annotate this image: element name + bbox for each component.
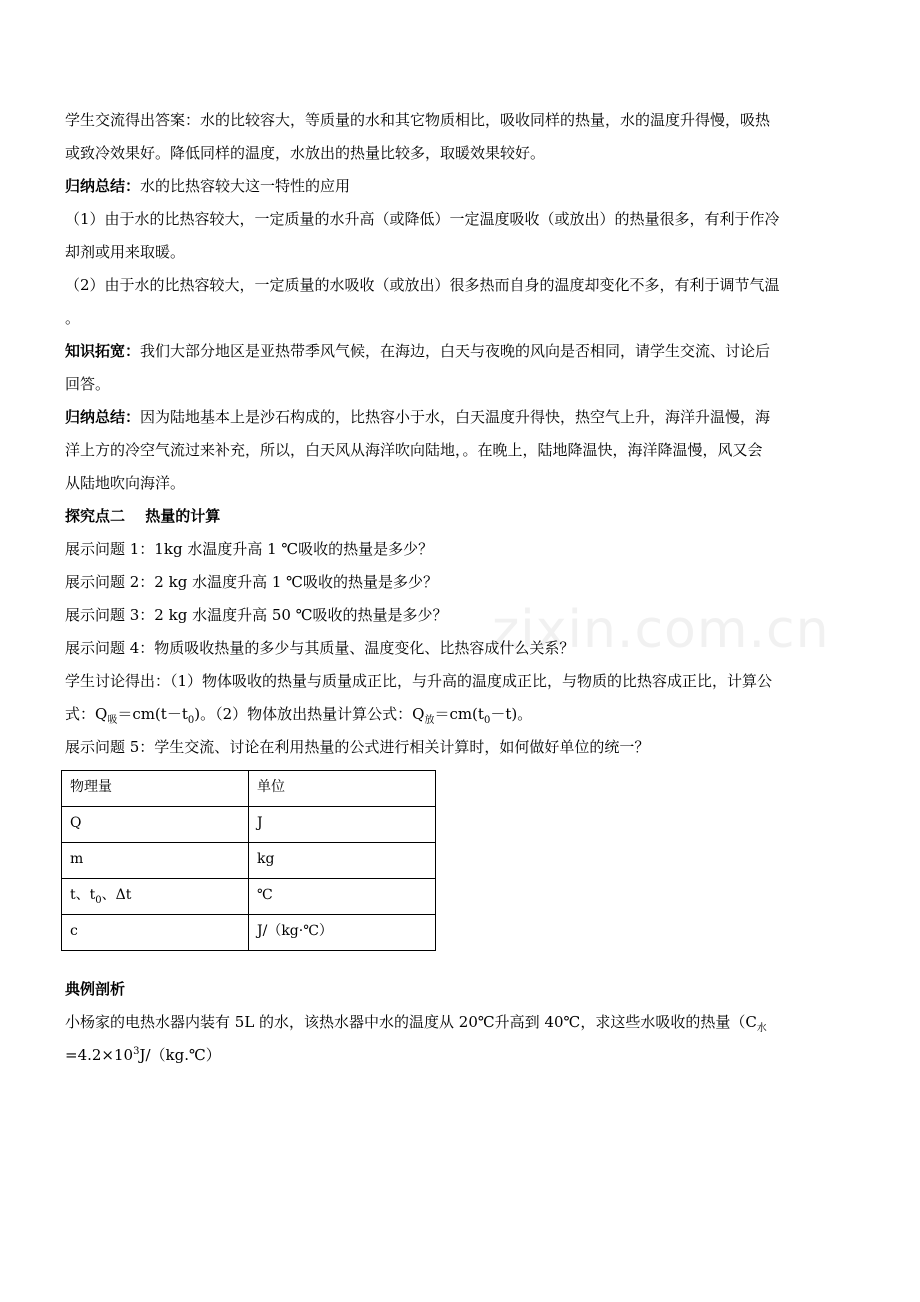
text-line: 却剂或用来取暖。 [65,243,186,261]
text-line: 学生交流得出答案：水的比较容大，等质量的水和其它物质相比，吸收同样的热量，水的温度升得慢，吸热 [65,111,771,129]
paragraph-item-1 [65,203,840,269]
table-cell: c [62,915,249,951]
table-cell: m [62,843,249,879]
text-line: 学生讨论得出：（1）物体吸收的热量与质量成正比，与升高的温度成正比，与物质的比热容成正比，计算公 [65,672,773,690]
paragraph-summary-1 [65,170,840,203]
text-line: 回答。 [65,375,111,393]
table-row [62,879,436,915]
table-cell: J/（kg·℃） [249,915,436,951]
summary-label: 归纳总结： [65,408,141,426]
text-line: 小杨家的电热水器内装有 5L 的水，该热水器中水的温度从 20℃升高到 40℃，求这些水吸收的热量（$C_水$ [65,1013,767,1034]
text-line: （2）由于水的比热容较大，一定质量的水吸收（或放出）很多热而自身的温度却变化不多，有利于调节气温 [65,276,780,294]
paragraph-extend [65,335,840,401]
table-cell: J [249,807,436,843]
text-line: 洋上方的冷空气流过来补充，所以，白天风从海洋吹向陆地，。在晚上，陆地降温快，海洋降温慢，风又会 [65,441,763,459]
question-2: 展示问题 2：2 kg 水温度升高 1 ℃吸收的热量是多少？ [65,573,438,591]
watermark: zixin.com.cn [492,600,830,660]
table-row [62,843,436,879]
paragraph-answer [65,104,840,170]
document-page [65,104,840,1072]
table-header-cell: 单位 [249,771,436,807]
paragraph-example [65,1006,840,1072]
text-line: $=4.2\times 10^3J/(kg.℃)$ [65,1046,221,1064]
question-1: 展示问题 1：1kg 水温度升高 1 ℃吸收的热量是多少？ [65,540,434,558]
example-title: 典例剖析 [65,980,126,998]
text-line: 。 [65,309,81,327]
section-title: 探究点二 热量的计算 [65,507,221,525]
table-header-cell: 物理量 [62,771,249,807]
table-row [62,915,436,951]
question-5: 展示问题 5：学生交流、讨论在利用热量的公式进行相关计算时，如何做好单位的统一？ [65,738,650,756]
formula-line: 式：$Q_吸=cm(t-t_0)$。（2）物体放出热量计算公式：$Q_放=cm(t_0-t)$。 [65,705,533,726]
text-line: 从陆地吹向海洋。 [65,474,186,492]
table-cell: t、$t_0$、Δt [62,879,249,915]
text-line: 或致冷效果好。降低同样的温度，水放出的热量比较多，取暖效果较好。 [65,144,546,162]
table-row [62,807,436,843]
summary-label: 归纳总结： [65,177,141,195]
table-header-row [62,771,436,807]
question-3: 展示问题 3：2 kg 水温度升高 50 ℃吸收的热量是多少？ [65,606,448,624]
table-cell: kg [249,843,436,879]
text-line: （1）由于水的比热容较大，一定质量的水升高（或降低）一定温度吸收（或放出）的热量很多，有利于作冷 [65,210,780,228]
summary-text: 水的比热容较大这一特性的应用 [140,177,351,195]
paragraph-item-2 [65,269,840,335]
text-line: 我们大部分地区是亚热带季风气候，在海边，白天与夜晚的风向是否相同，请学生交流、讨论后 [140,342,771,360]
units-table [61,770,436,951]
extend-label: 知识拓宽： [65,342,141,360]
question-4: 展示问题 4：物质吸收热量的多少与其质量、温度变化、比热容成什么关系？ [65,639,575,657]
text-line: 因为陆地基本上是沙石构成的，比热容小于水，白天温度升得快，热空气上升，海洋升温慢，海 [140,408,771,426]
table-cell: Q [62,807,249,843]
paragraph-summary-2 [65,401,840,500]
table-cell: ℃ [249,879,436,915]
paragraph-discussion [65,665,840,731]
